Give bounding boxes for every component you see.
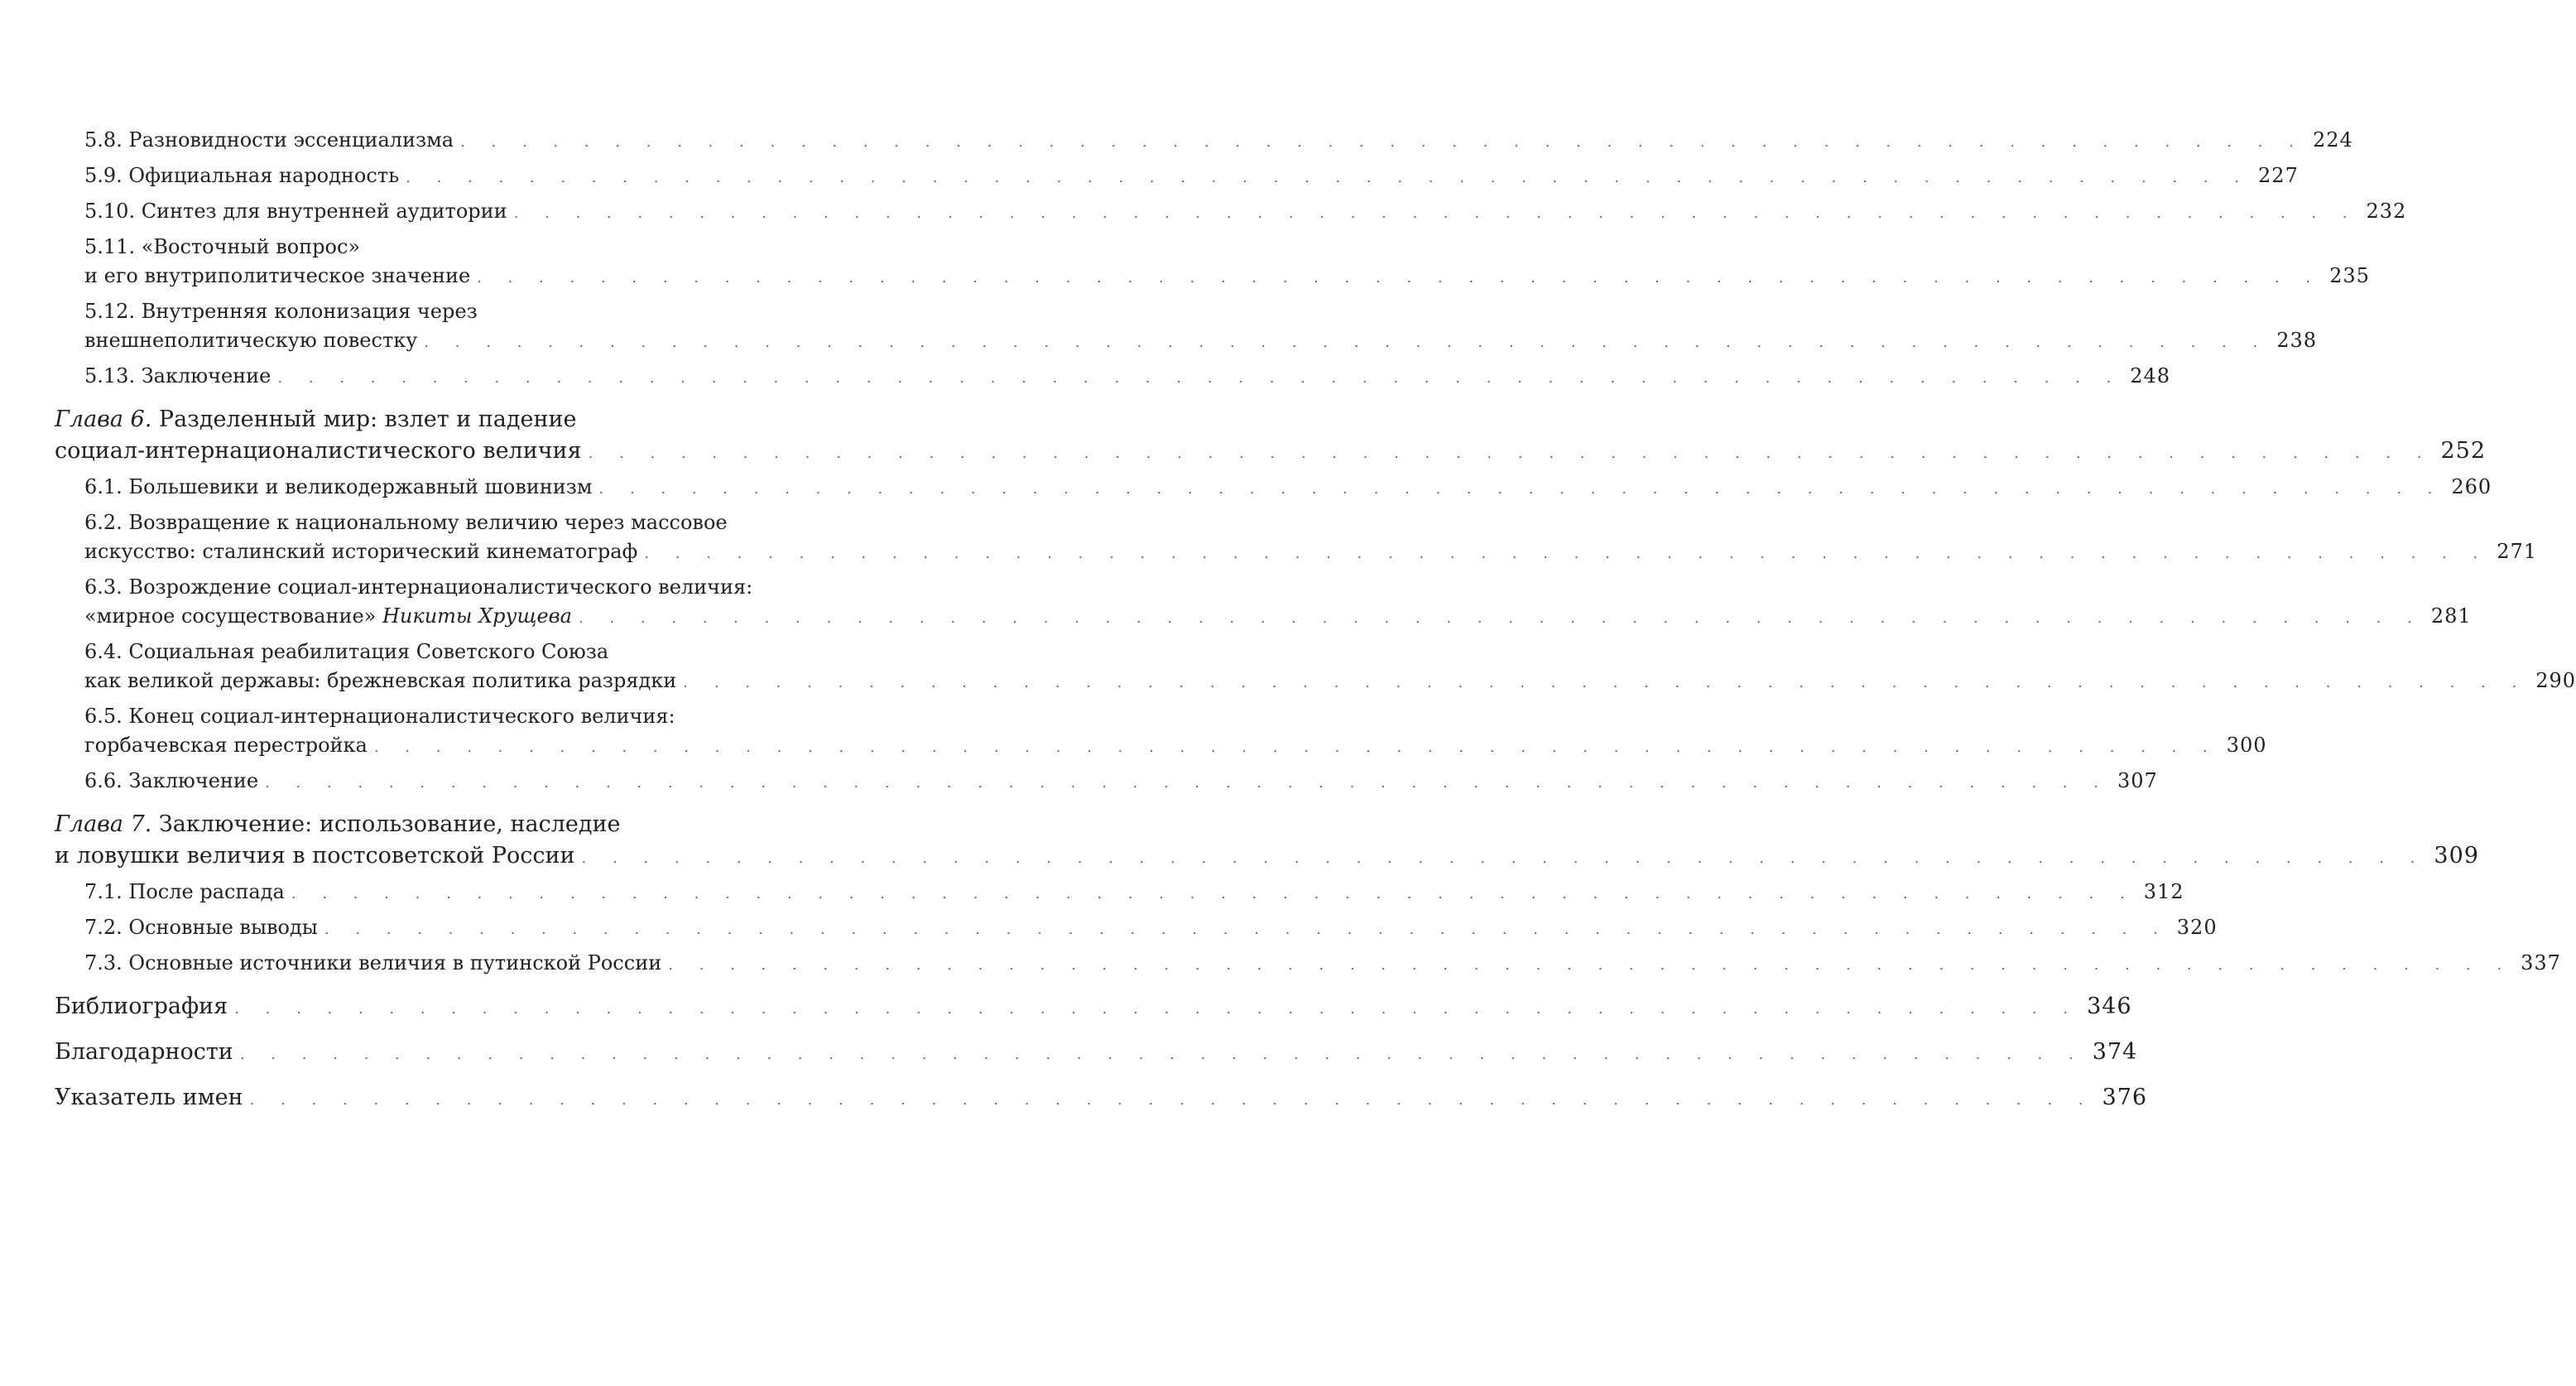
toc-entry-title-line: как великой державы: брежневская политика разрядки — [84, 669, 677, 692]
toc-chapter-7 — [55, 809, 2479, 874]
chapter-title-line: и ловушки величия в постсоветской России — [55, 843, 575, 869]
page-number: 376 — [2102, 1085, 2148, 1110]
dot-leader: . . . . . . . . . . . . . . . . . . . . . . . . . . . . . . . . . . . . . . . . . . . . . . . . . . . . . . . . . . . . — [477, 269, 2322, 286]
person-name: Никиты Хрущева — [382, 604, 572, 628]
page-number: 337 — [2521, 951, 2561, 975]
chapter-title-line: Заключение: использование, наследие — [151, 811, 621, 837]
toc-entry-title: 7.1. После распада — [84, 880, 285, 903]
dot-leader: . . . . . . . . . . . . . . . . . . . . . . . . . . . . . . . . . . . . . . . . . . . . . . . . . . . . . . . . . . . . — [668, 956, 2513, 974]
toc-entry-title-line: 6.3. Возрождение социал-интернационалистического величия: — [84, 575, 753, 599]
toc-entry-title: 5.8. Разновидности эссенциализма — [84, 128, 454, 152]
toc-entry-6-6 — [55, 767, 2158, 797]
toc-entry-title-line: 6.2. Возвращение к национальному величию через массовое — [84, 511, 728, 534]
dot-leader: . . . . . . . . . . . . . . . . . . . . . . . . . . . . . . . . . . . . . . . . . . . . . . . . . . . . . . . . . . . . — [644, 545, 2489, 562]
dot-leader: . . . . . . . . . . . . . . . . . . . . . . . . . . . . . . . . . . . . . . . . . . . . . . . . . . . . . . . . . . . . — [598, 480, 2444, 498]
toc-entry-title-line: 6.4. Социальная реабилитация Советского Союза — [84, 640, 609, 663]
toc-entry-title-line: искусство: сталинский исторический кинематограф — [84, 540, 638, 563]
toc-entry-title: 6.6. Заключение — [84, 769, 259, 792]
toc-name-index — [55, 1082, 2148, 1116]
toc-entry-6-1 — [55, 473, 2492, 503]
toc-entry-6-2 — [55, 508, 2538, 568]
page-number: 300 — [2226, 734, 2267, 757]
dot-leader: . . . . . . . . . . . . . . . . . . . . . . . . . . . . . . . . . . . . . . . . . . . . . . . . . . . . . . . . . . . . — [239, 1046, 2084, 1063]
page-number: 238 — [2276, 329, 2318, 352]
toc-entry-title: 5.9. Официальная народность — [84, 164, 400, 187]
dot-leader: . . . . . . . . . . . . . . . . . . . . . . . . . . . . . . . . . . . . . . . . . . . . . . . . . . . . . . . . . . . . — [373, 739, 2218, 756]
page-number: 260 — [2451, 475, 2492, 498]
dot-leader: . . . . . . . . . . . . . . . . . . . . . . . . . . . . . . . . . . . . . . . . . . . . . . . . . . . . . . . . . . . . — [291, 885, 2136, 902]
toc-entry-title-line: 6.5. Конец социал-интернационалистического величия: — [84, 705, 675, 728]
dot-leader: . . . . . . . . . . . . . . . . . . . . . . . . . . . . . . . . . . . . . . . . . . . . . . . . . . . . . . . . . . . . — [588, 445, 2433, 462]
toc-entry-5-10 — [55, 197, 2407, 228]
page-number: 346 — [2087, 994, 2132, 1019]
toc-entry-title: 5.10. Синтез для внутренней аудитории — [84, 200, 507, 223]
toc-entry-6-3 — [55, 573, 2472, 633]
dot-leader: . . . . . . . . . . . . . . . . . . . . . . . . . . . . . . . . . . . . . . . . . . . . . . . . . . . . . . . . . . . . — [324, 921, 2169, 938]
toc-chapter-6 — [55, 404, 2487, 469]
toc-entry-title-line: и его внутриполитическое значение — [84, 264, 471, 287]
page-number: 312 — [2143, 880, 2184, 903]
page-number: 374 — [2092, 1039, 2138, 1065]
toc-entry-5-12 — [55, 297, 2318, 357]
dot-leader: . . . . . . . . . . . . . . . . . . . . . . . . . . . . . . . . . . . . . . . . . . . . . . . . . . . . . . . . . . . . — [277, 369, 2122, 387]
toc-entry-title-line: «мирное сосуществование» — [84, 604, 382, 628]
toc-entry-title: 7.3. Основные источники величия в путинской России — [84, 951, 662, 975]
page-number: 290 — [2535, 669, 2576, 692]
chapter-title-line: Разделенный мир: взлет и падение — [151, 407, 577, 432]
toc-entry-7-2 — [55, 913, 2218, 944]
toc-entry-7-3 — [55, 949, 2561, 979]
toc-entry-title-line: 5.12. Внутренняя колонизация через — [84, 300, 478, 323]
chapter-label: Глава 6. — [55, 407, 152, 432]
page-number: 232 — [2366, 200, 2407, 223]
toc-entry-title: 5.13. Заключение — [84, 364, 272, 387]
dot-leader: . . . . . . . . . . . . . . . . . . . . . . . . . . . . . . . . . . . . . . . . . . . . . . . . . . . . . . . . . . . . — [578, 609, 2423, 627]
toc-entry-title: Библиография — [55, 994, 228, 1019]
dot-leader: . . . . . . . . . . . . . . . . . . . . . . . . . . . . . . . . . . . . . . . . . . . . . . . . . . . . . . . . . . . . — [234, 1000, 2079, 1018]
page-number: 309 — [2434, 843, 2479, 869]
dot-leader: . . . . . . . . . . . . . . . . . . . . . . . . . . . . . . . . . . . . . . . . . . . . . . . . . . . . . . . . . . . . — [513, 205, 2358, 222]
toc-entry-title: Благодарности — [55, 1039, 233, 1065]
toc-entry-5-13 — [55, 362, 2171, 392]
page-number: 248 — [2130, 364, 2171, 387]
toc-entry-title-line: горбачевская перестройка — [84, 734, 368, 757]
chapter-title-line: социал-интернационалистического величия — [55, 438, 582, 464]
toc-entry-6-5 — [55, 702, 2267, 762]
page-number: 224 — [2312, 128, 2353, 152]
toc-entry-title: 7.2. Основные выводы — [84, 916, 318, 939]
toc-entry-title: Указатель имен — [55, 1085, 243, 1110]
dot-leader: . . . . . . . . . . . . . . . . . . . . . . . . . . . . . . . . . . . . . . . . . . . . . . . . . . . . . . . . . . . . — [581, 849, 2426, 867]
dot-leader: . . . . . . . . . . . . . . . . . . . . . . . . . . . . . . . . . . . . . . . . . . . . . . . . . . . . . . . . . . . . — [424, 334, 2269, 351]
toc-entry-5-8 — [55, 126, 2353, 156]
toc-acknowledgements — [55, 1037, 2138, 1071]
toc-bibliography — [55, 991, 2132, 1025]
page-number: 281 — [2430, 604, 2472, 628]
chapter-label: Глава 7. — [55, 811, 152, 837]
dot-leader: . . . . . . . . . . . . . . . . . . . . . . . . . . . . . . . . . . . . . . . . . . . . . . . . . . . . . . . . . . . . — [265, 774, 2109, 792]
dot-leader: . . . . . . . . . . . . . . . . . . . . . . . . . . . . . . . . . . . . . . . . . . . . . . . . . . . . . . . . . . . . — [460, 133, 2304, 151]
toc-entry-5-11 — [55, 233, 2370, 292]
toc-entry-6-4 — [55, 638, 2576, 697]
toc-entry-title-line: 5.11. «Восточный вопрос» — [84, 235, 361, 258]
page-number: 307 — [2117, 769, 2158, 792]
dot-leader: . . . . . . . . . . . . . . . . . . . . . . . . . . . . . . . . . . . . . . . . . . . . . . . . . . . . . . . . . . . . — [249, 1091, 2094, 1109]
page-number: 320 — [2176, 916, 2218, 939]
toc-entry-7-1 — [55, 878, 2184, 908]
page-number: 271 — [2497, 540, 2538, 563]
toc-entry-title-line: внешнеполитическую повестку — [84, 329, 418, 352]
page-number: 252 — [2440, 438, 2487, 464]
dot-leader: . . . . . . . . . . . . . . . . . . . . . . . . . . . . . . . . . . . . . . . . . . . . . . . . . . . . . . . . . . . . — [406, 169, 2251, 186]
toc-entry-5-9 — [55, 161, 2299, 192]
table-of-contents — [55, 126, 2576, 1116]
page-number: 235 — [2329, 264, 2370, 287]
page-number: 227 — [2258, 164, 2299, 187]
dot-leader: . . . . . . . . . . . . . . . . . . . . . . . . . . . . . . . . . . . . . . . . . . . . . . . . . . . . . . . . . . . . — [683, 674, 2528, 691]
toc-entry-title: 6.1. Большевики и великодержавный шовинизм — [84, 475, 593, 498]
